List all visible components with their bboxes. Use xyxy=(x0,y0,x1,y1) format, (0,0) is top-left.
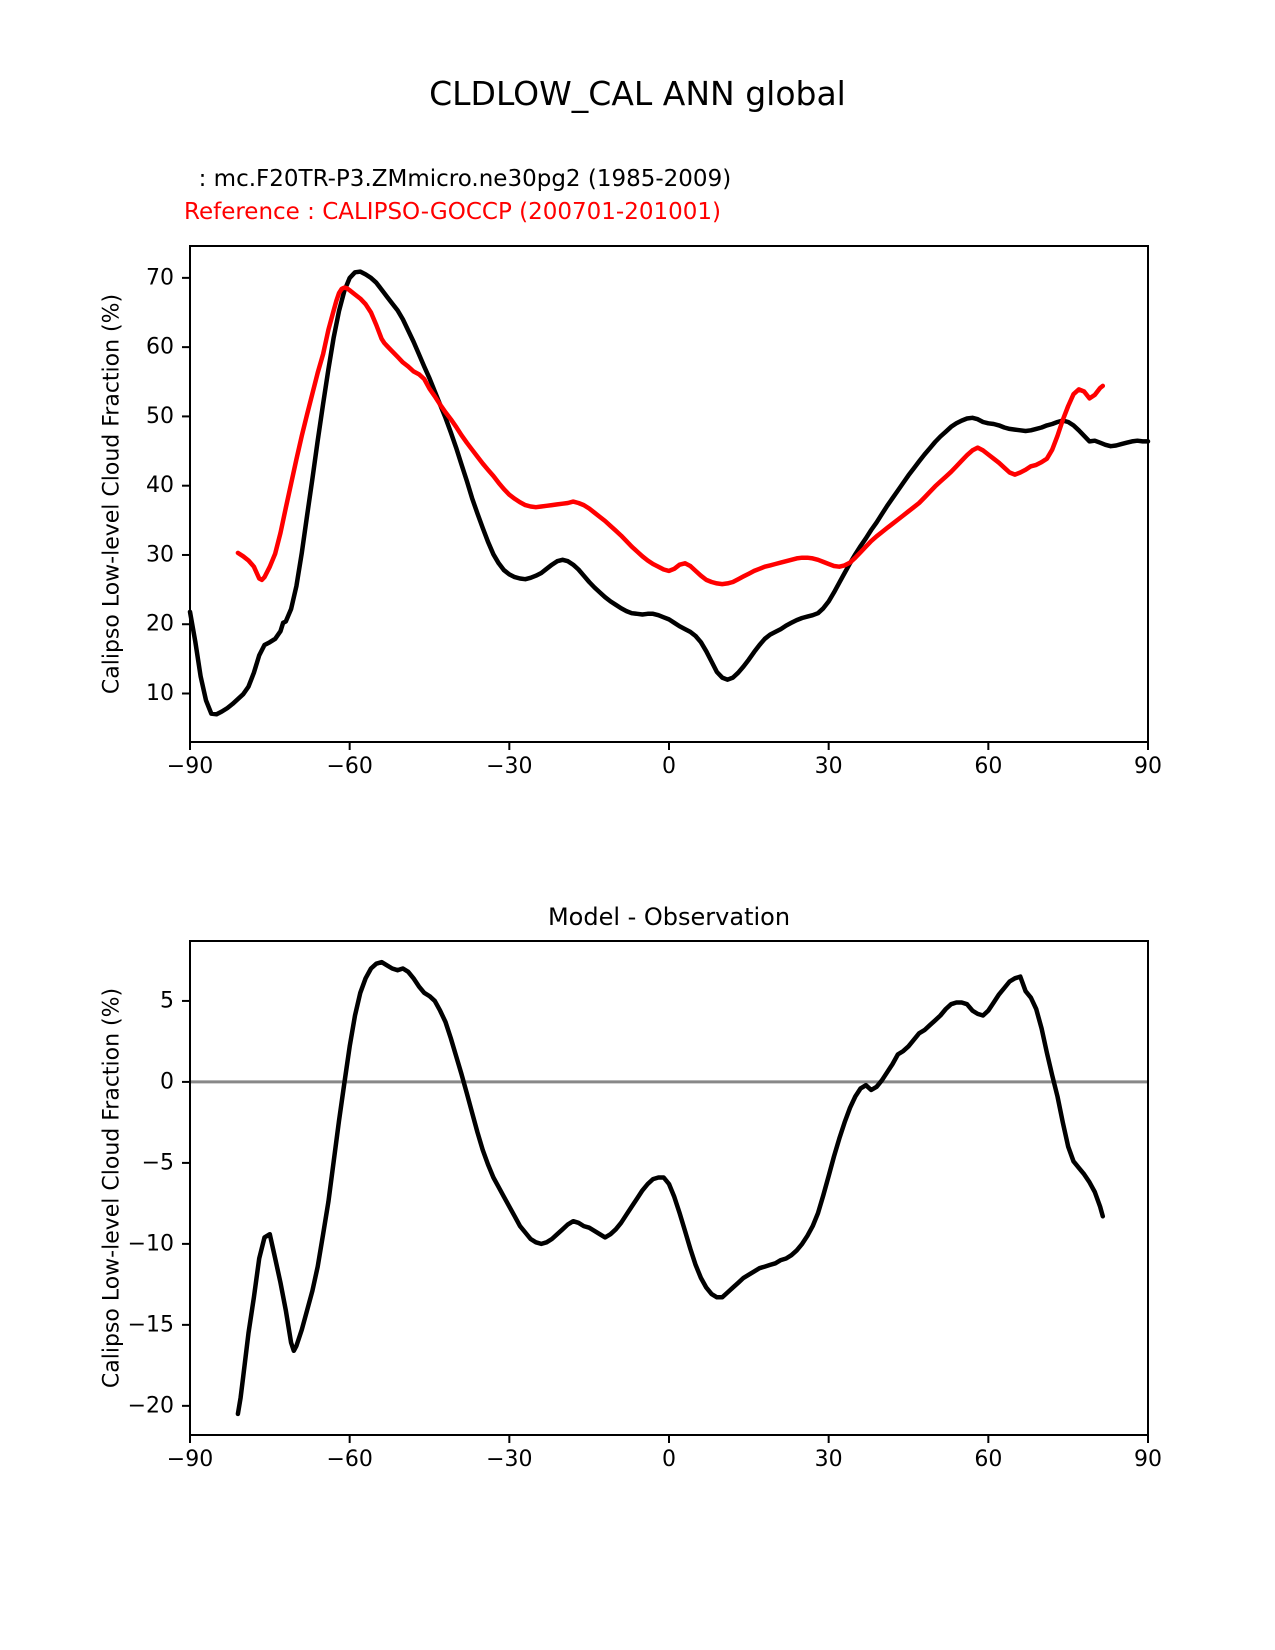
x-tick-label: 60 xyxy=(974,754,1003,780)
y-tick-label: 30 xyxy=(146,542,174,568)
x-tick-label: −30 xyxy=(486,754,533,780)
observation-line xyxy=(238,288,1103,584)
x-tick-label: −90 xyxy=(166,754,214,780)
y-tick-label: 10 xyxy=(146,681,174,707)
x-tick-label: −90 xyxy=(166,1447,214,1473)
x-tick-label: 60 xyxy=(974,1447,1003,1473)
chart-difference xyxy=(100,903,1163,1472)
legend-reference-label: Reference : CALIPSO-GOCCP (200701-201001) xyxy=(184,199,722,225)
model-minus-obs-line xyxy=(238,962,1103,1414)
y-axis-label: Calipso Low-level Cloud Fraction (%) xyxy=(99,293,125,695)
y-tick-label: −15 xyxy=(127,1312,174,1338)
legend-model-label: : mc.F20TR-P3.ZMmicro.ne30pg2 (1985-2009) xyxy=(184,166,732,192)
x-tick-label: 90 xyxy=(1134,1447,1162,1473)
x-tick-label: 30 xyxy=(814,754,843,780)
x-tick-label: −30 xyxy=(486,1447,533,1473)
y-axis-label: Calipso Low-level Cloud Fraction (%) xyxy=(99,987,125,1389)
y-tick-label: −5 xyxy=(141,1150,174,1176)
x-tick-label: 30 xyxy=(814,1447,843,1473)
y-tick-label: 5 xyxy=(160,988,174,1014)
y-tick-label: 20 xyxy=(146,611,174,637)
x-tick-label: −60 xyxy=(326,1447,373,1473)
x-tick-label: 90 xyxy=(1134,754,1162,780)
chart-zonal-mean xyxy=(100,246,1163,779)
y-tick-label: −20 xyxy=(127,1393,174,1419)
figure-title: CLDLOW_CAL ANN global xyxy=(429,74,846,113)
x-tick-label: −60 xyxy=(326,754,373,780)
y-tick-label: 50 xyxy=(146,403,174,429)
subplot-title: Model - Observation xyxy=(547,903,791,931)
y-tick-label: 60 xyxy=(146,334,174,360)
y-tick-label: 70 xyxy=(146,265,174,291)
x-tick-label: 0 xyxy=(662,754,676,780)
model-line xyxy=(190,272,1148,715)
y-tick-label: −10 xyxy=(127,1231,174,1257)
y-tick-label: 0 xyxy=(160,1069,174,1095)
x-tick-label: 0 xyxy=(662,1447,676,1473)
y-tick-label: 40 xyxy=(146,473,174,499)
axes-frame xyxy=(190,246,1148,742)
